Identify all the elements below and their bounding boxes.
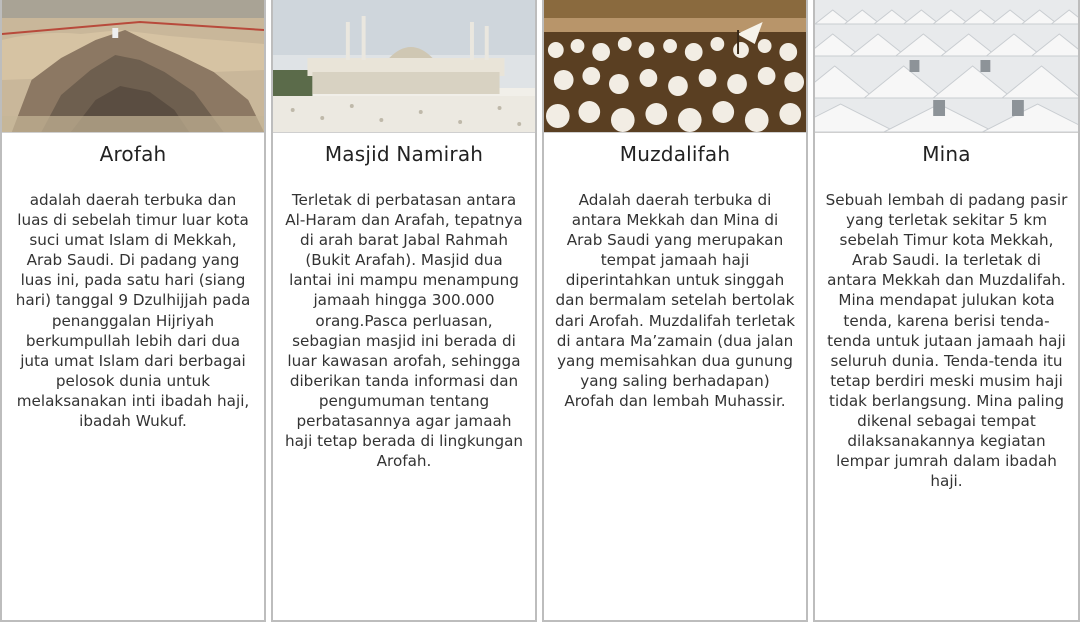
card-description: Adalah daerah terbuka di antara Mekkah dan Mina di Arab Saudi yang merupakan tempat jamaah haji diperintahkan untuk singgah dan bermalam setelah bertolak dari Arofah. Muzdalifah terletak di antara Ma’zamain (dua jalan yang memisahkan dua gunung yang saling berhadapan) Arofah dan lembah Muhassir. <box>554 191 796 410</box>
photo-mina <box>815 0 1078 133</box>
card-muzdalifah <box>542 0 808 622</box>
card-masjid-namirah <box>271 0 537 622</box>
photo-masjid-namirah <box>273 0 535 133</box>
card-description: Terletak di perbatasan antara Al-Haram dan Arafah, tepatnya di arah barat Jabal Rahmah (Bukit Arafah). Masjid dua lantai ini mampu menampung jamaah hingga 300.000 orang.Pasca perluasan, sebagian masjid ini berada di luar kawasan arofah, sehingga diberikan tanda informasi dan pengumuman tentang perbatasannya agar jamaah haji tetap berada di lingkungan Arofah. <box>284 191 524 471</box>
card-arofah <box>0 0 266 622</box>
photo-arofah <box>2 0 264 133</box>
card-mina <box>813 0 1080 622</box>
card-description: adalah daerah terbuka dan luas di sebelah timur luar kota suci umat Islam di Mekkah, Arab Saudi. Di padang yang luas ini, pada satu hari (siang hari) tanggal 9 Dzulhijjah pada penanggalan Hijriyah berkumpullah lebih dari dua juta umat Islam dari berbagai pelosok dunia untuk melaksanakan inti ibadah haji, ibadah Wukuf. <box>15 191 251 431</box>
card-description: Sebuah lembah di padang pasir yang terletak sekitar 5 km sebelah Timur kota Mekkah, Arab Saudi. Ia terletak di antara Mekkah dan Muzdalifah. Mina mendapat julukan kota tenda, karena berisi tenda-tenda untuk jutaan jamaah haji seluruh dunia. Tenda-tenda itu tetap berdiri meski musim haji tidak berlangsung. Mina paling dikenal sebagai tempat dilaksanakannya kegiatan lempar jumrah dalam ibadah haji. <box>825 191 1068 491</box>
card-title: Arofah <box>99 142 167 166</box>
card-title: Muzdalifah <box>619 142 731 166</box>
card-title: Masjid Namirah <box>324 142 484 166</box>
card-title: Mina <box>922 142 971 166</box>
photo-muzdalifah <box>544 0 806 133</box>
